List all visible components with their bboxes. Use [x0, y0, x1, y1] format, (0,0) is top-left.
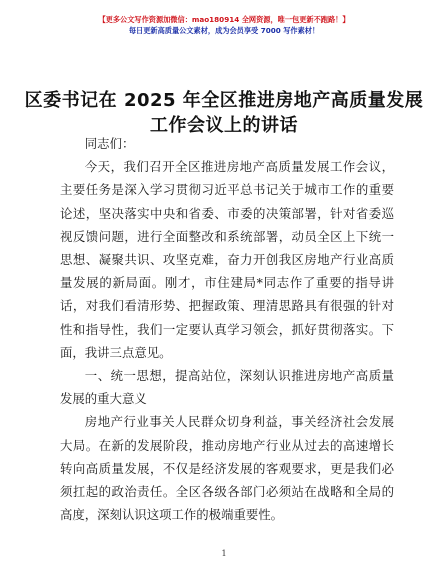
paragraph-section-1: 房地产行业事关人民群众切身利益，事关经济社会发展大局。在新的发展阶段，推动房地产行业从过去的高速增长转向高质量发展，不仅是经济发展的客观要求，更是我们必须扛起的政治责任。全区各级各部门必须站在战略和全局的高度，深刻认识这项工作的极端重要性。 — [60, 414, 394, 523]
title-line-2: 工作会议上的讲话 — [150, 115, 298, 136]
promo-line-1: 【更多公文写作资源加微信：mao180914 全网资源，唯一包更新不跑路！】 — [98, 15, 350, 24]
paragraph-intro: 今天，我们召开全区推进房地产高质量发展工作会议，主要任务是深入学习贯彻习近平总书记关于城市工作的重要论述，坚决落实中央和省委、市委的决策部署，针对省委巡视反馈问题，进行全面整改和系统部署，动员全区上下统一思想、凝聚共识、攻坚克难，奋力开创我区房地产行业高质量发展的新局面。刚才，市住建局*同志作了重要的指导讲话，对我们看清形势、把握政策、理清思路具有很强的针对性和指导性，我们一定要认真学习领会，抓好贯彻落实。下面，我讲三点意见。 — [60, 159, 394, 360]
salutation: 同志们： — [84, 136, 135, 151]
page-number: 1 — [221, 549, 227, 558]
title-line-1: 区委书记在 2025 年全区推进房地产高质量发展 — [24, 90, 424, 111]
section-heading-1: 一、统一思想，提高站位，深刻认识推进房地产高质量发展的重大意义 — [60, 368, 394, 407]
document-title — [0, 88, 448, 138]
promo-header — [0, 14, 448, 36]
document-body — [60, 132, 394, 526]
promo-line-2: 每日更新高质量公文素材，成为会员享受 7000 写作素材！ — [128, 26, 320, 35]
